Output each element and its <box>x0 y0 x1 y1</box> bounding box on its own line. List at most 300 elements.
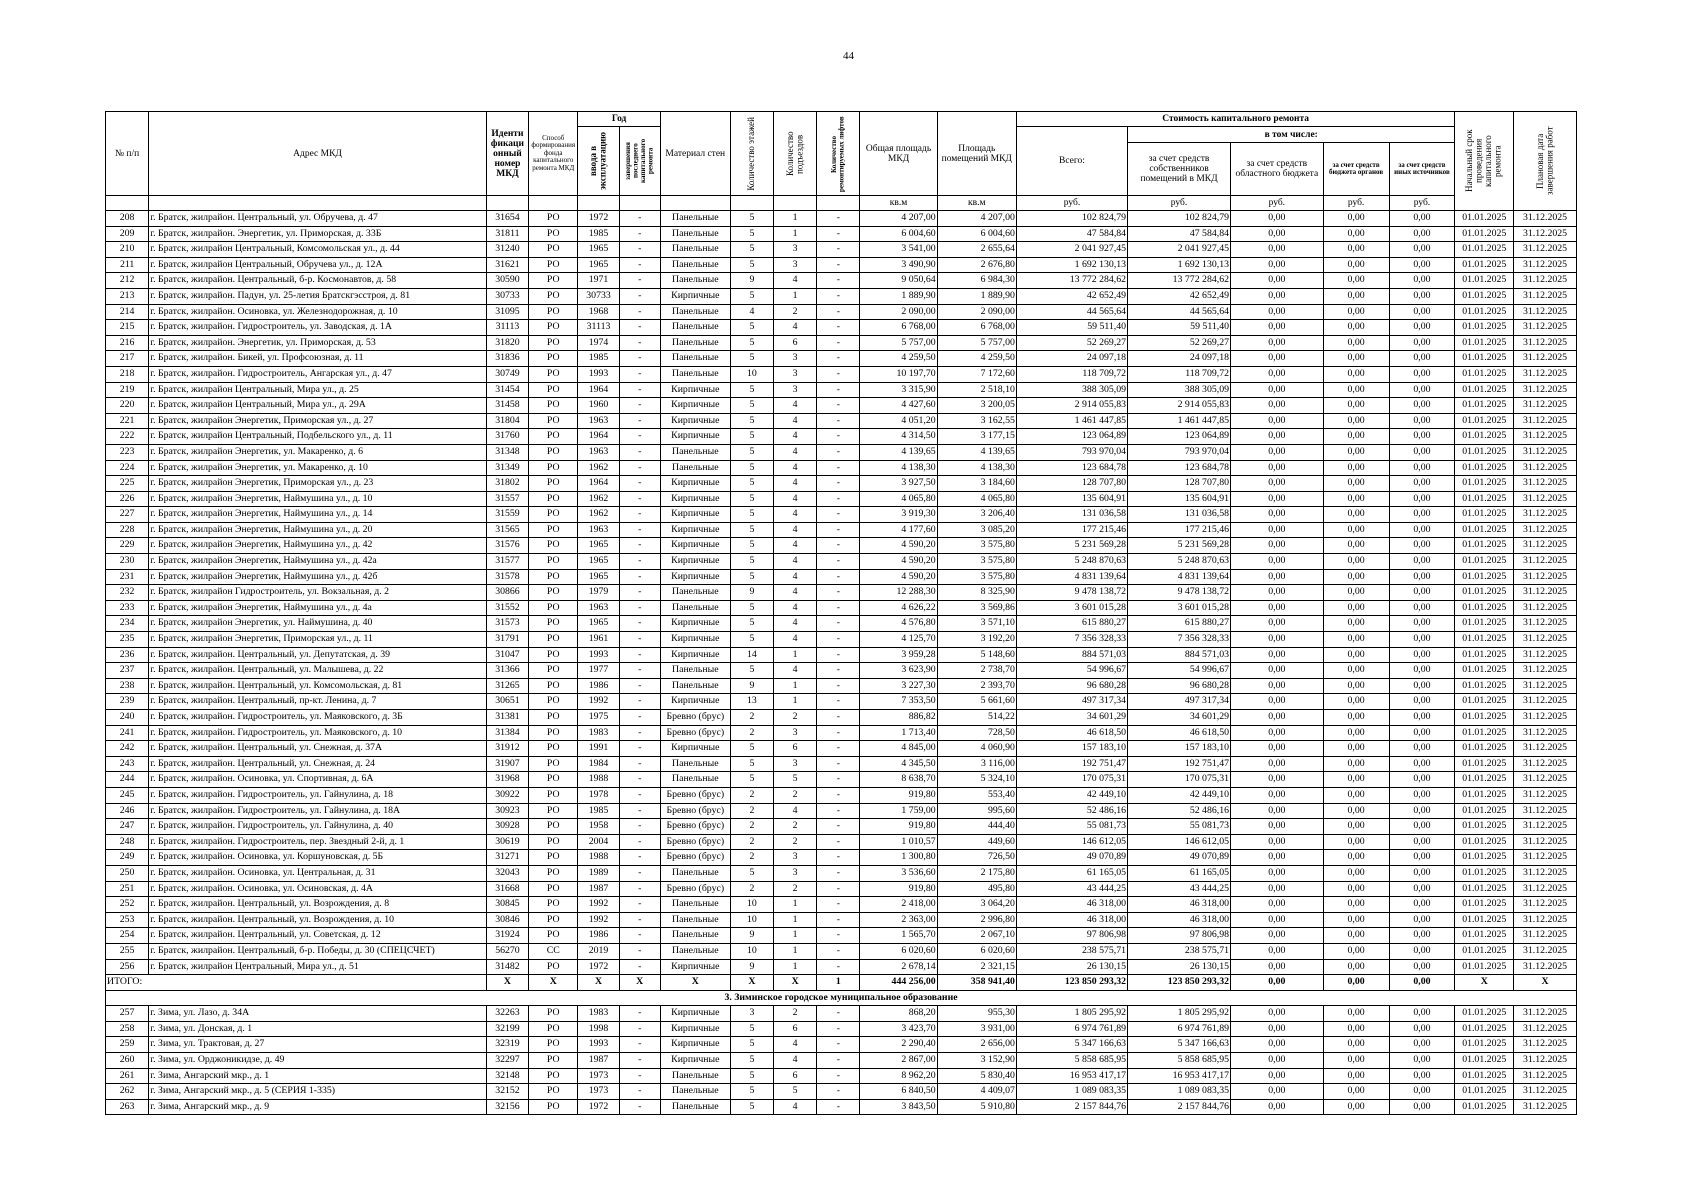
cell-other: 0,00 <box>1389 1006 1455 1022</box>
cell-local: 0,00 <box>1323 382 1389 398</box>
cell-year-repair: - <box>619 288 660 304</box>
cell-total-cost: 61 165,05 <box>1016 865 1127 881</box>
cell-address: г. Братск, жилрайон Центральный, Мира ул., д. 51 <box>149 959 487 975</box>
table-row <box>106 959 1577 975</box>
cell-material: Кирпичные <box>660 491 730 507</box>
cell-material: Кирпичные <box>660 959 730 975</box>
cell-owners: 42 449,10 <box>1128 787 1231 803</box>
table-row <box>106 507 1577 523</box>
cell-local: 0,00 <box>1323 741 1389 757</box>
header-floors <box>730 112 773 196</box>
cell-other: 0,00 <box>1389 632 1455 648</box>
cell-premises-area: 514,22 <box>937 710 1016 726</box>
cell-floors: 5 <box>730 538 773 554</box>
cell-address: г. Братск, жилрайон Гидростроитель, ул. Вокзальная, д. 2 <box>149 585 487 601</box>
cell-year-repair: - <box>619 1084 660 1100</box>
cell-lifts: - <box>817 678 860 694</box>
cell-year-repair: - <box>619 678 660 694</box>
cell-entrances: 3 <box>774 382 817 398</box>
cell-other: 0,00 <box>1389 912 1455 928</box>
total-cell-floors: X <box>730 975 773 991</box>
cell-id: 31565 <box>486 522 528 538</box>
cell-premises-area: 4 259,50 <box>937 351 1016 367</box>
cell-entrances: 2 <box>774 819 817 835</box>
cell-end: 31.12.2025 <box>1514 585 1577 601</box>
cell-id: 31804 <box>486 413 528 429</box>
cell-num: 254 <box>106 928 149 944</box>
cell-regional: 0,00 <box>1231 725 1324 741</box>
cell-address: г. Братск, жилрайон Энергетик, Приморская ул., д. 23 <box>149 476 487 492</box>
cell-other: 0,00 <box>1389 304 1455 320</box>
cell-start: 01.01.2025 <box>1455 741 1514 757</box>
cell-end: 31.12.2025 <box>1514 335 1577 351</box>
cell-other: 0,00 <box>1389 476 1455 492</box>
table-row <box>106 288 1577 304</box>
cell-address: г. Братск, жилрайон. Гидростроитель, ул. Гайнулина, д. 18А <box>149 803 487 819</box>
cell-method: РО <box>529 694 578 710</box>
cell-entrances: 4 <box>774 522 817 538</box>
cell-year-commission: 1965 <box>578 538 619 554</box>
cell-owners: 49 070,89 <box>1128 850 1231 866</box>
cell-local: 0,00 <box>1323 850 1389 866</box>
cell-floors: 5 <box>730 351 773 367</box>
cell-id: 31578 <box>486 569 528 585</box>
cell-total-cost: 5 347 166,63 <box>1016 1037 1127 1053</box>
cell-other: 0,00 <box>1389 725 1455 741</box>
cell-num: 256 <box>106 959 149 975</box>
cell-premises-area: 4 138,30 <box>937 460 1016 476</box>
table-row <box>106 444 1577 460</box>
cell-other: 0,00 <box>1389 741 1455 757</box>
cell-entrances: 6 <box>774 1068 817 1084</box>
cell-total-area: 1 300,80 <box>860 850 937 866</box>
cell-year-commission: 1985 <box>578 226 619 242</box>
cell-local: 0,00 <box>1323 1037 1389 1053</box>
header-unit-rub: руб. <box>1128 196 1231 211</box>
cell-address: г. Братск, жилрайон. Гидростроитель, пер. Звездный 2-й, д. 1 <box>149 834 487 850</box>
cell-year-commission: 1993 <box>578 366 619 382</box>
cell-total-cost: 5 231 569,28 <box>1016 538 1127 554</box>
cell-id: 31820 <box>486 335 528 351</box>
cell-year-repair: - <box>619 273 660 289</box>
cell-material: Кирпичные <box>660 413 730 429</box>
cell-owners: 2 157 844,76 <box>1128 1099 1231 1115</box>
cell-owners: 16 953 417,17 <box>1128 1068 1231 1084</box>
cell-year-repair: - <box>619 491 660 507</box>
cell-total-cost: 2 157 844,76 <box>1016 1099 1127 1115</box>
cell-year-commission: 1991 <box>578 741 619 757</box>
cell-year-commission: 1962 <box>578 491 619 507</box>
cell-year-commission: 30733 <box>578 288 619 304</box>
header-year-last-repair-label: завершения последнего капитального ремонта <box>623 138 655 184</box>
cell-total-cost: 52 486,16 <box>1016 803 1127 819</box>
cell-regional: 0,00 <box>1231 647 1324 663</box>
table-row <box>106 522 1577 538</box>
cell-entrances: 4 <box>774 273 817 289</box>
cell-entrances: 4 <box>774 491 817 507</box>
cell-local: 0,00 <box>1323 335 1389 351</box>
cell-material: Панельные <box>660 304 730 320</box>
cell-local: 0,00 <box>1323 366 1389 382</box>
cell-owners: 46 318,00 <box>1128 912 1231 928</box>
cell-other: 0,00 <box>1389 600 1455 616</box>
cell-other: 0,00 <box>1389 1068 1455 1084</box>
cell-end: 31.12.2025 <box>1514 819 1577 835</box>
header-unit-blank <box>529 196 578 211</box>
cell-lifts: - <box>817 444 860 460</box>
cell-address: г. Братск, жилрайон Энергетик, Наймушина ул., д. 10 <box>149 491 487 507</box>
cell-lifts: - <box>817 616 860 632</box>
cell-entrances: 5 <box>774 772 817 788</box>
cell-address: г. Братск, жилрайон. Энергетик, ул. Приморская, д. 53 <box>149 335 487 351</box>
cell-start: 01.01.2025 <box>1455 242 1514 258</box>
cell-id: 32043 <box>486 865 528 881</box>
cell-start: 01.01.2025 <box>1455 1037 1514 1053</box>
cell-address: г. Братск, жилрайон Центральный, Подбельского ул., д. 11 <box>149 429 487 445</box>
cell-total-area: 9 050,64 <box>860 273 937 289</box>
cell-entrances: 4 <box>774 663 817 679</box>
cell-premises-area: 3 184,60 <box>937 476 1016 492</box>
cell-num: 259 <box>106 1037 149 1053</box>
cell-local: 0,00 <box>1323 554 1389 570</box>
cell-end: 31.12.2025 <box>1514 850 1577 866</box>
cell-other: 0,00 <box>1389 460 1455 476</box>
cell-num: 228 <box>106 522 149 538</box>
cell-floors: 2 <box>730 881 773 897</box>
cell-total-cost: 46 618,50 <box>1016 725 1127 741</box>
cell-owners: 123 684,78 <box>1128 460 1231 476</box>
cell-regional: 0,00 <box>1231 928 1324 944</box>
cell-end: 31.12.2025 <box>1514 1099 1577 1115</box>
cell-address: г. Братск, жилрайон. Гидростроитель, ул. Заводская, д. 1А <box>149 320 487 336</box>
cell-total-cost: 123 684,78 <box>1016 460 1127 476</box>
cell-id: 31047 <box>486 647 528 663</box>
cell-address: г. Зима, ул. Трактовая, д. 27 <box>149 1037 487 1053</box>
cell-entrances: 6 <box>774 335 817 351</box>
cell-address: г. Братск, жилрайон Центральный, Мира ул., д. 25 <box>149 382 487 398</box>
cell-address: г. Братск, жилрайон. Центральный, ул. Возрождения, д. 10 <box>149 912 487 928</box>
cell-num: 253 <box>106 912 149 928</box>
cell-address: г. Братск, жилрайон Центральный, Комсомольская ул., д. 44 <box>149 242 487 258</box>
cell-num: 249 <box>106 850 149 866</box>
cell-year-commission: 1964 <box>578 382 619 398</box>
cell-end: 31.12.2025 <box>1514 834 1577 850</box>
cell-other: 0,00 <box>1389 1099 1455 1115</box>
cell-owners: 5 248 870,63 <box>1128 554 1231 570</box>
cell-start: 01.01.2025 <box>1455 538 1514 554</box>
cell-year-repair: - <box>619 1037 660 1053</box>
cell-owners: 34 601,29 <box>1128 710 1231 726</box>
cell-material: Панельные <box>660 943 730 959</box>
cell-local: 0,00 <box>1323 881 1389 897</box>
cell-start: 01.01.2025 <box>1455 850 1514 866</box>
cell-end: 31.12.2025 <box>1514 897 1577 913</box>
cell-start: 01.01.2025 <box>1455 663 1514 679</box>
cell-floors: 5 <box>730 741 773 757</box>
cell-end: 31.12.2025 <box>1514 522 1577 538</box>
cell-num: 232 <box>106 585 149 601</box>
cell-year-commission: 1963 <box>578 600 619 616</box>
cell-floors: 3 <box>730 1006 773 1022</box>
cell-entrances: 1 <box>774 943 817 959</box>
header-unit-area: кв.м <box>937 196 1016 211</box>
cell-other: 0,00 <box>1389 273 1455 289</box>
cell-local: 0,00 <box>1323 288 1389 304</box>
cell-year-commission: 1963 <box>578 522 619 538</box>
cell-material: Панельные <box>660 928 730 944</box>
cell-local: 0,00 <box>1323 647 1389 663</box>
cell-start: 01.01.2025 <box>1455 756 1514 772</box>
cell-year-repair: - <box>619 819 660 835</box>
cell-total-area: 3 423,70 <box>860 1021 937 1037</box>
cell-start: 01.01.2025 <box>1455 429 1514 445</box>
table-row <box>106 242 1577 258</box>
cell-entrances: 1 <box>774 226 817 242</box>
cell-owners: 55 081,73 <box>1128 819 1231 835</box>
cell-address: г. Братск, жилрайон. Центральный, б-р. Космонавтов, д. 58 <box>149 273 487 289</box>
cell-local: 0,00 <box>1323 569 1389 585</box>
cell-local: 0,00 <box>1323 694 1389 710</box>
cell-regional: 0,00 <box>1231 476 1324 492</box>
cell-regional: 0,00 <box>1231 897 1324 913</box>
cell-year-commission: 1988 <box>578 772 619 788</box>
cell-start: 01.01.2025 <box>1455 273 1514 289</box>
cell-year-commission: 1971 <box>578 273 619 289</box>
header-unit-blank <box>660 196 730 211</box>
cell-local: 0,00 <box>1323 1006 1389 1022</box>
cell-material: Кирпичные <box>660 1053 730 1069</box>
cell-id: 32199 <box>486 1021 528 1037</box>
cell-other: 0,00 <box>1389 772 1455 788</box>
cell-total-cost: 497 317,34 <box>1016 694 1127 710</box>
cell-id: 31760 <box>486 429 528 445</box>
cell-num: 211 <box>106 257 149 273</box>
cell-regional: 0,00 <box>1231 522 1324 538</box>
cell-entrances: 2 <box>774 304 817 320</box>
cell-owners: 26 130,15 <box>1128 959 1231 975</box>
total-cell-premises-area: 358 941,40 <box>937 975 1016 991</box>
cell-entrances: 4 <box>774 569 817 585</box>
total-cell-id: X <box>486 975 528 991</box>
cell-method: РО <box>529 787 578 803</box>
cell-end: 31.12.2025 <box>1514 663 1577 679</box>
cell-regional: 0,00 <box>1231 413 1324 429</box>
cell-entrances: 1 <box>774 912 817 928</box>
cell-year-repair: - <box>619 257 660 273</box>
cell-total-area: 3 536,60 <box>860 865 937 881</box>
cell-year-commission: 1998 <box>578 1021 619 1037</box>
cell-local: 0,00 <box>1323 1084 1389 1100</box>
cell-total-cost: 170 075,31 <box>1016 772 1127 788</box>
cell-local: 0,00 <box>1323 710 1389 726</box>
table-row <box>106 569 1577 585</box>
cell-total-cost: 102 824,79 <box>1016 211 1127 227</box>
cell-num: 245 <box>106 787 149 803</box>
cell-num: 248 <box>106 834 149 850</box>
cell-local: 0,00 <box>1323 211 1389 227</box>
cell-other: 0,00 <box>1389 1021 1455 1037</box>
header-floors-label: Количество этажей <box>746 116 757 191</box>
cell-id: 32148 <box>486 1068 528 1084</box>
header-num: № п/п <box>106 112 149 196</box>
cell-start: 01.01.2025 <box>1455 460 1514 476</box>
cell-local: 0,00 <box>1323 897 1389 913</box>
cell-year-commission: 1979 <box>578 585 619 601</box>
cell-local: 0,00 <box>1323 460 1389 476</box>
page-number: 44 <box>843 50 854 62</box>
cell-total-area: 868,20 <box>860 1006 937 1022</box>
table-row <box>106 351 1577 367</box>
cell-method: РО <box>529 616 578 632</box>
cell-id: 30923 <box>486 803 528 819</box>
cell-start: 01.01.2025 <box>1455 211 1514 227</box>
cell-floors: 5 <box>730 476 773 492</box>
cell-other: 0,00 <box>1389 554 1455 570</box>
cell-other: 0,00 <box>1389 819 1455 835</box>
cell-owners: 52 486,16 <box>1128 803 1231 819</box>
cell-total-cost: 54 996,67 <box>1016 663 1127 679</box>
cell-material: Бревно (брус) <box>660 787 730 803</box>
cell-lifts: - <box>817 647 860 663</box>
cell-address: г. Братск, жилрайон. Центральный, ул. Снежная, д. 37А <box>149 741 487 757</box>
cell-entrances: 6 <box>774 1021 817 1037</box>
cell-owners: 497 317,34 <box>1128 694 1231 710</box>
cell-total-cost: 118 709,72 <box>1016 366 1127 382</box>
cell-total-area: 4 845,00 <box>860 741 937 757</box>
cell-end: 31.12.2025 <box>1514 226 1577 242</box>
total-cell-owners: 123 850 293,32 <box>1128 975 1231 991</box>
cell-method: РО <box>529 507 578 523</box>
cell-num: 261 <box>106 1068 149 1084</box>
cell-end: 31.12.2025 <box>1514 710 1577 726</box>
cell-total-cost: 55 081,73 <box>1016 819 1127 835</box>
cell-lifts: - <box>817 834 860 850</box>
cell-regional: 0,00 <box>1231 398 1324 414</box>
cell-id: 31577 <box>486 554 528 570</box>
cell-regional: 0,00 <box>1231 694 1324 710</box>
table-row <box>106 616 1577 632</box>
cell-lifts: - <box>817 1084 860 1100</box>
table-row <box>106 413 1577 429</box>
cell-year-commission: 1985 <box>578 803 619 819</box>
cell-num: 258 <box>106 1021 149 1037</box>
cell-total-area: 4 207,00 <box>860 211 937 227</box>
cell-material: Панельные <box>660 351 730 367</box>
cell-premises-area: 728,50 <box>937 725 1016 741</box>
cell-method: РО <box>529 273 578 289</box>
cell-year-repair: - <box>619 1006 660 1022</box>
cell-local: 0,00 <box>1323 1099 1389 1115</box>
cell-premises-area: 2 676,80 <box>937 257 1016 273</box>
cell-material: Кирпичные <box>660 522 730 538</box>
cell-end: 31.12.2025 <box>1514 1006 1577 1022</box>
cell-id: 30845 <box>486 897 528 913</box>
cell-floors: 10 <box>730 912 773 928</box>
cell-owners: 118 709,72 <box>1128 366 1231 382</box>
cell-end: 31.12.2025 <box>1514 881 1577 897</box>
table-row <box>106 741 1577 757</box>
cell-total-area: 4 427,60 <box>860 398 937 414</box>
cell-owners: 192 751,47 <box>1128 756 1231 772</box>
cell-num: 212 <box>106 273 149 289</box>
header-end <box>1514 112 1577 211</box>
cell-num: 230 <box>106 554 149 570</box>
cell-address: г. Братск, жилрайон. Падун, ул. 25-летия Братскгэсстроя, д. 81 <box>149 288 487 304</box>
cell-id: 32156 <box>486 1099 528 1115</box>
cell-total-cost: 5 248 870,63 <box>1016 554 1127 570</box>
cell-floors: 4 <box>730 304 773 320</box>
cell-address: г. Братск, жилрайон. Центральный, ул. Обручева, д. 47 <box>149 211 487 227</box>
cell-floors: 5 <box>730 663 773 679</box>
cell-year-commission: 1964 <box>578 429 619 445</box>
cell-other: 0,00 <box>1389 850 1455 866</box>
cell-end: 31.12.2025 <box>1514 943 1577 959</box>
cell-entrances: 3 <box>774 850 817 866</box>
cell-year-repair: - <box>619 382 660 398</box>
cell-premises-area: 6 984,30 <box>937 273 1016 289</box>
cell-address: г. Братск, жилрайон Энергетик, Приморская ул., д. 11 <box>149 632 487 648</box>
cell-premises-area: 3 085,20 <box>937 522 1016 538</box>
header-year-group: Год <box>578 112 660 127</box>
cell-method: РО <box>529 398 578 414</box>
cell-num: 222 <box>106 429 149 445</box>
cell-total-area: 4 345,50 <box>860 756 937 772</box>
cell-local: 0,00 <box>1323 413 1389 429</box>
table-row <box>106 897 1577 913</box>
cell-method: РО <box>529 710 578 726</box>
cell-premises-area: 4 060,90 <box>937 741 1016 757</box>
cell-owners: 1 461 447,85 <box>1128 413 1231 429</box>
cell-address: г. Братск, жилрайон. Гидростроитель, ул. Гайнулина, д. 18 <box>149 787 487 803</box>
cell-total-area: 10 197,70 <box>860 366 937 382</box>
cell-other: 0,00 <box>1389 226 1455 242</box>
cell-regional: 0,00 <box>1231 273 1324 289</box>
table-row <box>106 585 1577 601</box>
cell-start: 01.01.2025 <box>1455 1021 1514 1037</box>
cell-lifts: - <box>817 632 860 648</box>
cell-other: 0,00 <box>1389 585 1455 601</box>
cell-total-area: 2 290,40 <box>860 1037 937 1053</box>
cell-premises-area: 5 757,00 <box>937 335 1016 351</box>
cell-address: г. Братск, жилрайон Энергетик, Наймушина ул., д. 14 <box>149 507 487 523</box>
cell-total-cost: 135 604,91 <box>1016 491 1127 507</box>
cell-entrances: 1 <box>774 694 817 710</box>
cell-floors: 5 <box>730 288 773 304</box>
cell-regional: 0,00 <box>1231 554 1324 570</box>
cell-year-commission: 1993 <box>578 1037 619 1053</box>
cell-id: 30866 <box>486 585 528 601</box>
cell-other: 0,00 <box>1389 928 1455 944</box>
table-row <box>106 865 1577 881</box>
cell-end: 31.12.2025 <box>1514 959 1577 975</box>
cell-regional: 0,00 <box>1231 1099 1324 1115</box>
cell-owners: 6 974 761,89 <box>1128 1021 1231 1037</box>
cell-other: 0,00 <box>1389 351 1455 367</box>
cell-year-commission: 1968 <box>578 304 619 320</box>
cell-address: г. Братск, жилрайон. Гидростроитель, Ангарская ул., д. 47 <box>149 366 487 382</box>
cell-method: РО <box>529 491 578 507</box>
cell-year-repair: - <box>619 351 660 367</box>
cell-num: 250 <box>106 865 149 881</box>
total-cell-entrances: X <box>774 975 817 991</box>
cell-floors: 2 <box>730 819 773 835</box>
cell-total-area: 4 576,80 <box>860 616 937 632</box>
cell-year-repair: - <box>619 959 660 975</box>
cell-num: 255 <box>106 943 149 959</box>
cell-year-repair: - <box>619 741 660 757</box>
cell-year-repair: - <box>619 912 660 928</box>
cell-id: 30922 <box>486 787 528 803</box>
